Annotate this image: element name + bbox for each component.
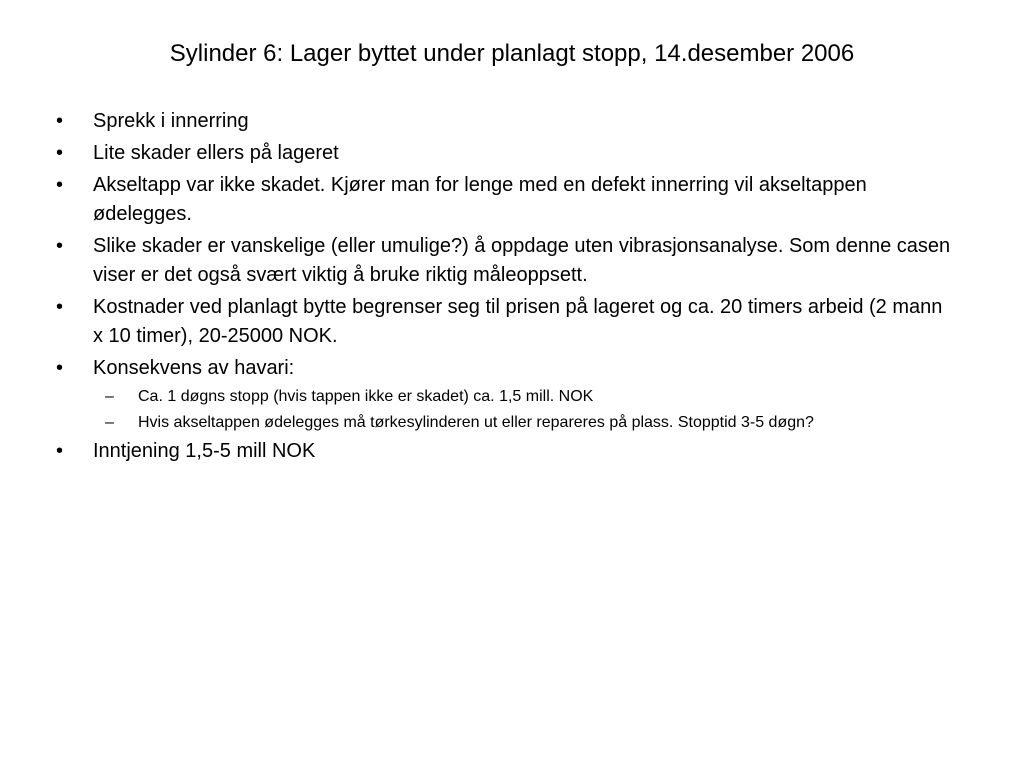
bullet-text: Slike skader er vanskelige (eller umulige?) å oppdage uten vibrasjonsanalyse. Som denne casen viser er det også svært viktig å bruke riktig måleoppsett.: [93, 235, 951, 286]
bullet-item: [56, 107, 956, 136]
bullet-text: Lite skader ellers på lageret: [93, 142, 339, 164]
sub-bullet-text: Ca. 1 døgns stopp (hvis tappen ikke er skadet) ca. 1,5 mill. NOK: [138, 388, 594, 405]
bullet-item: [56, 232, 956, 290]
bullet-item: [56, 354, 956, 434]
bullet-text: Kostnader ved planlagt bytte begrenser seg til prisen på lageret og ca. 20 timers arbeid (2 mann x 10 timer), 20-25000 NOK.: [93, 296, 943, 347]
bullet-text: Konsekvens av havari:: [93, 357, 295, 379]
bullet-icon: •: [56, 110, 64, 132]
bullet-item: [56, 171, 956, 229]
bullet-item: [56, 437, 956, 466]
bullet-icon: •: [56, 357, 64, 379]
dash-icon: –: [105, 414, 114, 431]
bullet-icon: •: [56, 142, 64, 164]
bullet-icon: •: [56, 440, 64, 462]
bullet-item: [56, 139, 956, 168]
bullet-text: Inntjening 1,5-5 mill NOK: [93, 440, 316, 462]
slide-title: Sylinder 6: Lager byttet under planlagt stopp, 14.desember 2006: [169, 40, 855, 67]
dash-icon: –: [105, 388, 114, 405]
bullet-text: Sprekk i innerring: [93, 110, 249, 132]
bullet-item: [56, 293, 956, 351]
sub-bullet-text: Hvis akseltappen ødelegges må tørkesylinderen ut eller repareres på plass. Stopptid 3-5 døgn?: [138, 414, 814, 431]
bullet-icon: •: [56, 296, 64, 318]
sub-bullet-list: [93, 385, 956, 434]
bullet-icon: •: [56, 235, 64, 257]
sub-bullet-item: [93, 385, 956, 408]
bullet-list: [56, 107, 956, 469]
sub-bullet-item: [93, 411, 956, 434]
bullet-icon: •: [56, 174, 64, 196]
bullet-text: Akseltapp var ikke skadet. Kjører man for lenge med en defekt innerring vil akseltappen ødelegges.: [93, 174, 867, 225]
